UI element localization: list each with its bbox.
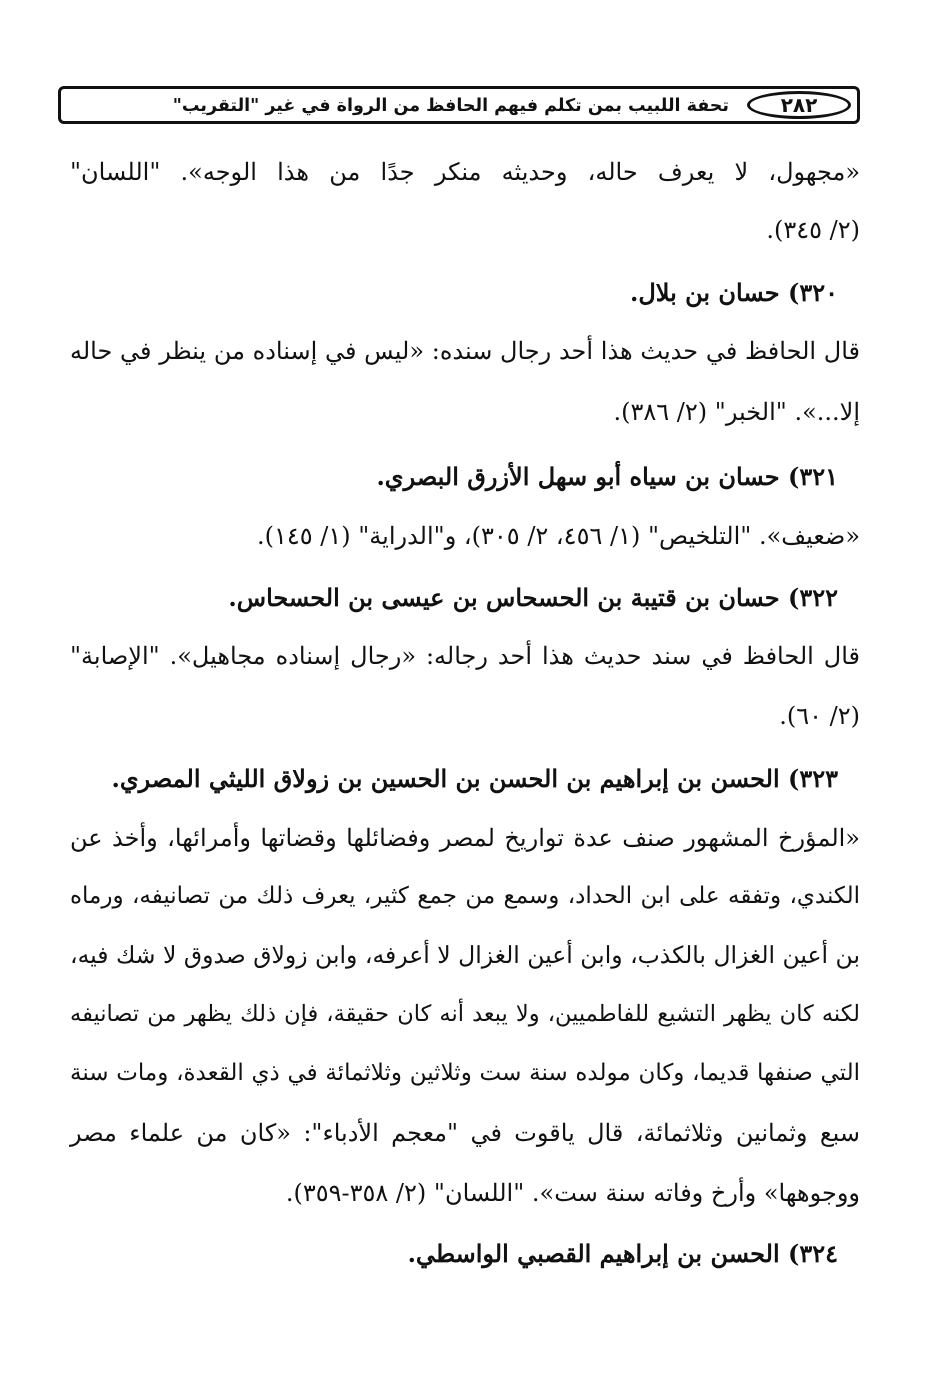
entry-heading-324: ٣٢٤) الحسن بن إبراهيم القصبي الواسطي. xyxy=(407,1239,838,1268)
text-line: (٢/ ٦٠). xyxy=(779,702,860,730)
text-line: التي صنفها قديما، وكان مولده سنة ست وثلاثين وثلاثمائة في ذي القعدة، ومات سنة xyxy=(70,1060,860,1086)
text-line: «المؤرخ المشهور صنف عدة تواريخ لمصر وفضائلها وقضاتها وأمرائها، وأخذ عن xyxy=(70,824,860,852)
running-title: تحفة اللبيب بمن تكلم فيهم الحافظ من الرواة في غير "التقريب" xyxy=(172,96,729,116)
text-line: لكنه كان يظهر التشيع للفاطميين، ولا يبعد أنه كان حقيقة، فإن ذلك يظهر من تصانيفه xyxy=(70,1001,860,1027)
text-line: سبع وثمانين وثلاثمائة، قال ياقوت في "معجم الأدباء": «كان من علماء مصر xyxy=(70,1119,860,1147)
text-line: ووجوهها» وأرخ وفاته سنة ست». "اللسان" (٢/ ٣٥٨-٣٥٩). xyxy=(285,1179,860,1207)
text-line: بن أعين الغزال بالكذب، وابن أعين الغزال لا أعرفه، وابن زولاق صدوق لا شك فيه، xyxy=(70,941,860,969)
page-number: ٢٨٢ xyxy=(747,91,851,119)
text-line: «ضعيف». "التلخيص" (١/ ٤٥٦، ٢/ ٣٠٥)، و"الدراية" (١/ ١٤٥). xyxy=(256,522,860,550)
entry-heading-323: ٣٢٣) الحسن بن إبراهيم بن الحسن بن الحسين بن زولاق الليثي المصري. xyxy=(111,764,838,793)
page-header xyxy=(58,86,860,124)
text-line: الكندي، وتفقه على ابن الحداد، وسمع من جمع كثير، يعرف ذلك من تصانيفه، ورماه xyxy=(70,883,860,909)
text-line: (٢/ ٣٤٥). xyxy=(766,216,860,244)
entry-heading-320: ٣٢٠) حسان بن بلال. xyxy=(629,278,838,307)
text-line: «مجهول، لا يعرف حاله، وحديثه منكر جدًا من هذا الوجه». "اللسان" xyxy=(70,158,861,186)
entry-heading-321: ٣٢١) حسان بن سياه أبو سهل الأزرق البصري. xyxy=(376,462,838,491)
text-line: إلا...». "الخبر" (٢/ ٣٨٦). xyxy=(613,398,860,426)
text-line: قال الحافظ في حديث هذا أحد رجال سنده: «ليس في إسناده من ينظر في حاله xyxy=(70,337,860,365)
entry-heading-322: ٣٢٢) حسان بن قتيبة بن الحسحاس بن عيسى بن الحسحاس. xyxy=(228,583,838,612)
text-line: قال الحافظ في سند حديث هذا أحد رجاله: «رجال إسناده مجاهيل». "الإصابة" xyxy=(70,642,860,670)
